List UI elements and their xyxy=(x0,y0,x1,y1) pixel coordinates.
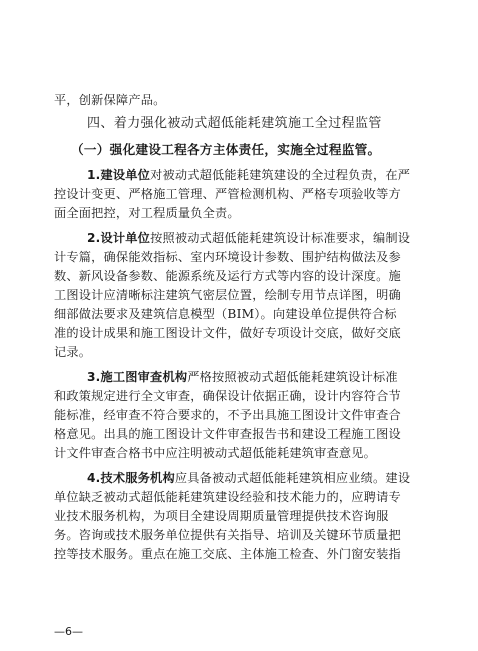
line-text: 单位缺乏被动式超低能耗建筑建设经验和技术能力的，应聘请专 xyxy=(54,490,401,504)
text-line xyxy=(54,427,401,441)
text-line xyxy=(54,269,401,283)
text-line xyxy=(54,250,401,264)
text-line xyxy=(54,288,401,302)
line-text: 按照被动式超低能耗建筑设计标准要求，编制设 xyxy=(150,231,411,245)
section-heading xyxy=(87,117,382,131)
paragraph-lead: 3.施工图审查机构 xyxy=(87,370,188,384)
text-line xyxy=(87,168,410,182)
text-line xyxy=(54,187,401,201)
text-line xyxy=(54,389,401,403)
line-text: 业技术服务机构，为项目全建设周期质量管理提供技术咨询服 xyxy=(54,509,389,523)
paragraph-lead: 4.技术服务机构 xyxy=(87,471,175,485)
line-text: 计专篇，确保能效指标、室内环境设计参数、围护结构做法及参 xyxy=(54,250,401,264)
line-text: 数、新风设备参数、能源系统及运行方式等内容的设计深度。施 xyxy=(54,269,401,283)
line-text: 应具备被动式超低能耗建筑相应业绩。建设 xyxy=(174,471,411,485)
text-line xyxy=(54,307,397,321)
line-text: 准的设计成果和施工图设计文件，做好专项设计交底，做好交底 xyxy=(54,326,401,340)
text-line xyxy=(87,231,410,245)
line-text: 格意见。出具的施工图设计文件审查报告书和建设工程施工图设 xyxy=(54,427,401,441)
text-line xyxy=(54,345,91,359)
page-number: —6— xyxy=(54,625,83,638)
text-line xyxy=(54,490,401,504)
line-text: 控等技术服务。重点在施工交底、主体施工检查、外门窗安装指 xyxy=(54,547,401,561)
line-text: 计文件审查合格书中应注明被动式超低能耗建筑审查意见。 xyxy=(54,446,377,460)
text-line xyxy=(54,93,166,107)
text-line xyxy=(87,471,410,485)
text-line xyxy=(54,509,388,523)
text-line xyxy=(54,446,376,460)
line-text: 工图设计应清晰标注建筑气密层位置，绘制专用节点详图，明确 xyxy=(54,288,401,302)
line-text: 控设计变更、严格施工管理、严管检测机构、严格专项验收等方 xyxy=(54,187,401,201)
paragraph-lead: 2.设计单位 xyxy=(87,231,151,245)
text-line xyxy=(54,326,401,340)
line-text: 和政策规定进行全文审查，确保设计依据正确，设计内容符合节 xyxy=(54,389,401,403)
paragraph-lead: 1.建设单位 xyxy=(87,168,151,182)
line-text: 能标准，经审查不符合要求的，不予出具施工图设计文件审查合 xyxy=(54,408,401,422)
line-text: 对被动式超低能耗建筑建设的全过程负责，在严 xyxy=(150,168,411,182)
line-text: 记录。 xyxy=(54,345,92,359)
text-line xyxy=(54,408,401,422)
line-text: 务。咨询或技术服务单位提供有关指导、培训及关键环节质量把 xyxy=(54,528,401,542)
text-line xyxy=(54,547,401,561)
line-text: 四、着力强化被动式超低能耗建筑施工全过程监管 xyxy=(87,116,382,131)
subsection-heading xyxy=(71,143,380,157)
text-line xyxy=(87,370,398,384)
line-text: 细部做法要求及建筑信息模型（BIM）。向建设单位提供符合标 xyxy=(54,307,397,321)
line-text: （一）强化建设工程各方主体责任，实施全过程监管。 xyxy=(71,142,381,157)
text-line xyxy=(54,206,240,220)
text-line xyxy=(54,528,401,542)
line-text: 平，创新保障产品。 xyxy=(54,93,166,107)
line-text: 严格按照被动式超低能耗建筑设计标准 xyxy=(187,370,398,384)
line-text: 面全面把控，对工程质量负全责。 xyxy=(54,206,240,220)
